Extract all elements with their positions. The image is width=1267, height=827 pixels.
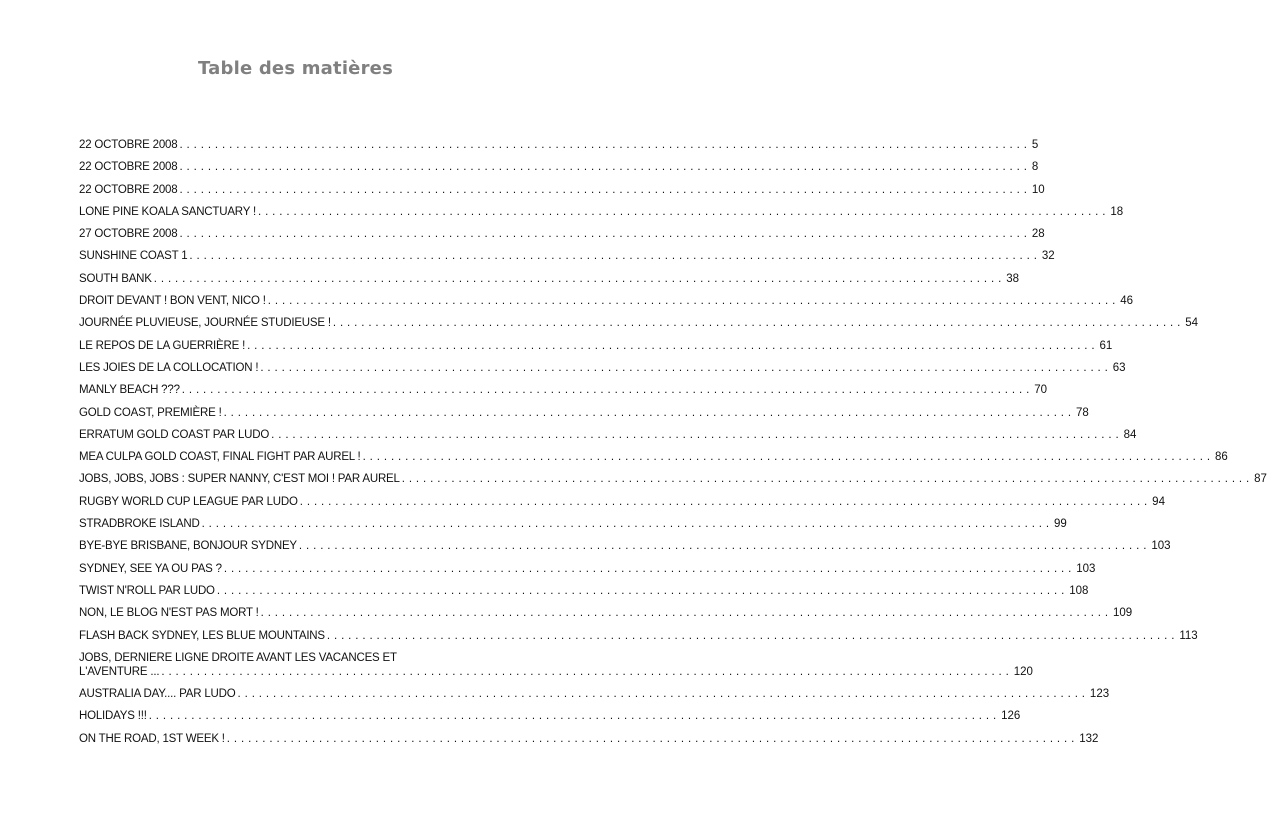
dot-leader: ........................................................................................................................ [216,584,1069,597]
toc-entry-page: 123 [1089,688,1110,701]
dot-leader: ........................................................................................................................ [237,688,1089,701]
toc-entry[interactable] [79,651,1033,679]
toc-entry-page: 103 [1076,562,1096,575]
dot-leader: ........................................................................................................................ [401,473,1254,486]
toc-entry-page: 70 [1034,384,1047,397]
toc-entry-page: 103 [1151,540,1171,553]
toc-entry[interactable] [79,249,1055,263]
toc-entry-title: SOUTH BANK [79,272,152,285]
toc-entry-title: LONE PINE KOALA SANCTUARY ! [79,205,256,218]
toc-entry-title: STRADBROKE ISLAND [79,518,200,531]
toc-entry[interactable] [79,709,1021,723]
toc-entry-page: 32 [1041,250,1055,263]
toc-entry-title: SYDNEY, SEE YA OU PAS ? [79,562,222,575]
toc-entry-title: BYE-BYE BRISBANE, BONJOUR SYDNEY [79,540,297,553]
toc-entry[interactable] [79,450,1228,464]
toc-entry[interactable] [79,517,1067,531]
toc-entry[interactable] [79,339,1113,353]
toc-entry-page: 87 [1254,473,1267,486]
toc-entry-page: 46 [1120,295,1133,308]
dot-leader: ........................................................................................................................ [362,451,1214,464]
dot-leader: ........................................................................................................................ [332,317,1185,330]
toc-entry-title: FLASH BACK SYDNEY, LES BLUE MOUNTAINS [79,629,325,642]
dot-leader: ........................................................................................................................ [326,629,1179,642]
toc-entry[interactable] [79,539,1171,553]
toc-entry[interactable] [79,562,1096,576]
toc-entry-title: JOBS, JOBS, JOBS : SUPER NANNY, C'EST MOI ! PAR AUREL [79,473,400,486]
dot-leader: ........................................................................................................................ [260,361,1112,374]
toc-entry[interactable] [79,227,1045,241]
table-of-contents [79,138,1267,754]
toc-entry-page: 86 [1214,451,1228,464]
toc-entry-page: 18 [1110,205,1124,218]
toc-entry-title-continued: L'AVENTURE ... [79,665,160,678]
toc-entry-title: NON, LE BLOG N'EST PAS MORT ! [79,607,259,620]
toc-entry-title: ERRATUM GOLD COAST PAR LUDO [79,428,270,441]
toc-entry-page: 94 [1152,495,1165,508]
toc-entry[interactable] [79,183,1045,197]
toc-entry[interactable] [79,732,1099,746]
toc-entry-title: AUSTRALIA DAY.... PAR LUDO [79,688,236,701]
dot-leader: ........................................................................................................................ [179,161,1031,174]
dot-leader: ........................................................................................................................ [223,562,1076,575]
toc-entry-page: 109 [1113,607,1133,620]
toc-entry[interactable] [79,294,1133,308]
toc-entry-title: ON THE ROAD, 1ST WEEK ! [79,732,225,745]
dot-leader: ........................................................................................................................ [148,710,1001,723]
toc-entry[interactable] [79,361,1126,375]
toc-entry-title: 22 OCTOBRE 2008 [79,139,178,151]
toc-entry-page: 5 [1031,139,1039,151]
toc-entry[interactable] [79,687,1110,701]
dot-leader: ........................................................................................................................ [189,250,1041,263]
toc-entry-title: MANLY BEACH ??? [79,384,180,397]
toc-entry-title: 22 OCTOBRE 2008 [79,161,178,174]
toc-entry-title: GOLD COAST, PREMIÈRE ! [79,406,222,419]
toc-entry-title: RUGBY WORLD CUP LEAGUE PAR LUDO [79,495,298,508]
toc-entry-title: LES JOIES DE LA COLLOCATION ! [79,361,259,374]
toc-entry-title: 27 OCTOBRE 2008 [79,228,178,241]
toc-entry[interactable] [79,272,1019,286]
toc-entry[interactable] [79,383,1047,397]
dot-leader: ........................................................................................................................ [201,518,1053,531]
toc-entry-title: DROIT DEVANT ! BON VENT, NICO ! [79,295,266,308]
toc-entry-title: MEA CULPA GOLD COAST, FINAL FIGHT PAR AUREL ! [79,451,361,464]
dot-leader: ........................................................................................................................ [223,406,1075,419]
page-title: Table des matières [198,58,393,79]
toc-entry[interactable] [79,160,1039,174]
toc-entry-title: LE REPOS DE LA GUERRIÈRE ! [79,339,246,352]
dot-leader: ........................................................................................................................ [226,732,1079,745]
dot-leader: ........................................................................................................................ [179,228,1031,241]
toc-entry-title: TWIST N'ROLL PAR LUDO [79,584,215,597]
toc-entry-title: 22 OCTOBRE 2008 [79,183,178,196]
toc-entry-page: 84 [1123,428,1137,441]
toc-entry[interactable] [79,406,1089,420]
toc-entry[interactable] [79,428,1137,442]
dot-leader: ........................................................................................................................ [298,540,1151,553]
toc-entry-page: 120 [1013,665,1033,678]
toc-entry-page: 126 [1001,710,1021,723]
toc-entry-page: 132 [1079,732,1099,745]
toc-entry[interactable] [79,584,1089,598]
toc-entry-page: 63 [1112,361,1126,374]
dot-leader: ........................................................................................................................ [271,428,1123,441]
dot-leader: ........................................................................................................................ [267,295,1120,308]
toc-entry[interactable] [79,606,1133,620]
dot-leader: ........................................................................................................................ [179,183,1031,196]
toc-entry-page: 99 [1054,518,1067,531]
toc-entry-title: HOLIDAYS !!! [79,710,147,723]
toc-entry-page: 38 [1006,272,1019,285]
toc-entry[interactable] [79,495,1165,509]
toc-entry-page: 28 [1031,228,1045,241]
dot-leader: ........................................................................................................................ [247,339,1099,352]
toc-entry-page: 8 [1031,161,1039,174]
toc-entry-page: 113 [1179,629,1198,642]
toc-entry-page: 10 [1031,183,1045,196]
dot-leader: ........................................................................................................................ [257,205,1110,218]
toc-entry-title: JOURNÉE PLUVIEUSE, JOURNÉE STUDIEUSE ! [79,317,331,330]
toc-entry[interactable] [79,629,1198,643]
toc-entry-page: 108 [1069,584,1089,597]
toc-entry[interactable] [79,472,1267,486]
toc-entry[interactable] [79,205,1124,219]
dot-leader: ........................................................................................................................ [179,139,1031,151]
dot-leader: ........................................................................................................................ [181,384,1034,397]
toc-entry-title: SUNSHINE COAST 1 [79,250,188,263]
dot-leader: ........................................................................................................................ [299,495,1152,508]
toc-entry[interactable] [79,138,1039,152]
dot-leader: ........................................................................................................................ [161,665,1013,678]
dot-leader: ........................................................................................................................ [260,607,1113,620]
toc-entry[interactable] [79,316,1199,330]
toc-entry-page: 78 [1076,406,1089,419]
toc-entry-page: 61 [1099,339,1113,352]
toc-entry-title: JOBS, DERNIERE LIGNE DROITE AVANT LES VACANCES ET [79,651,397,664]
dot-leader: ........................................................................................................................ [153,272,1006,285]
toc-entry-page: 54 [1185,317,1199,330]
